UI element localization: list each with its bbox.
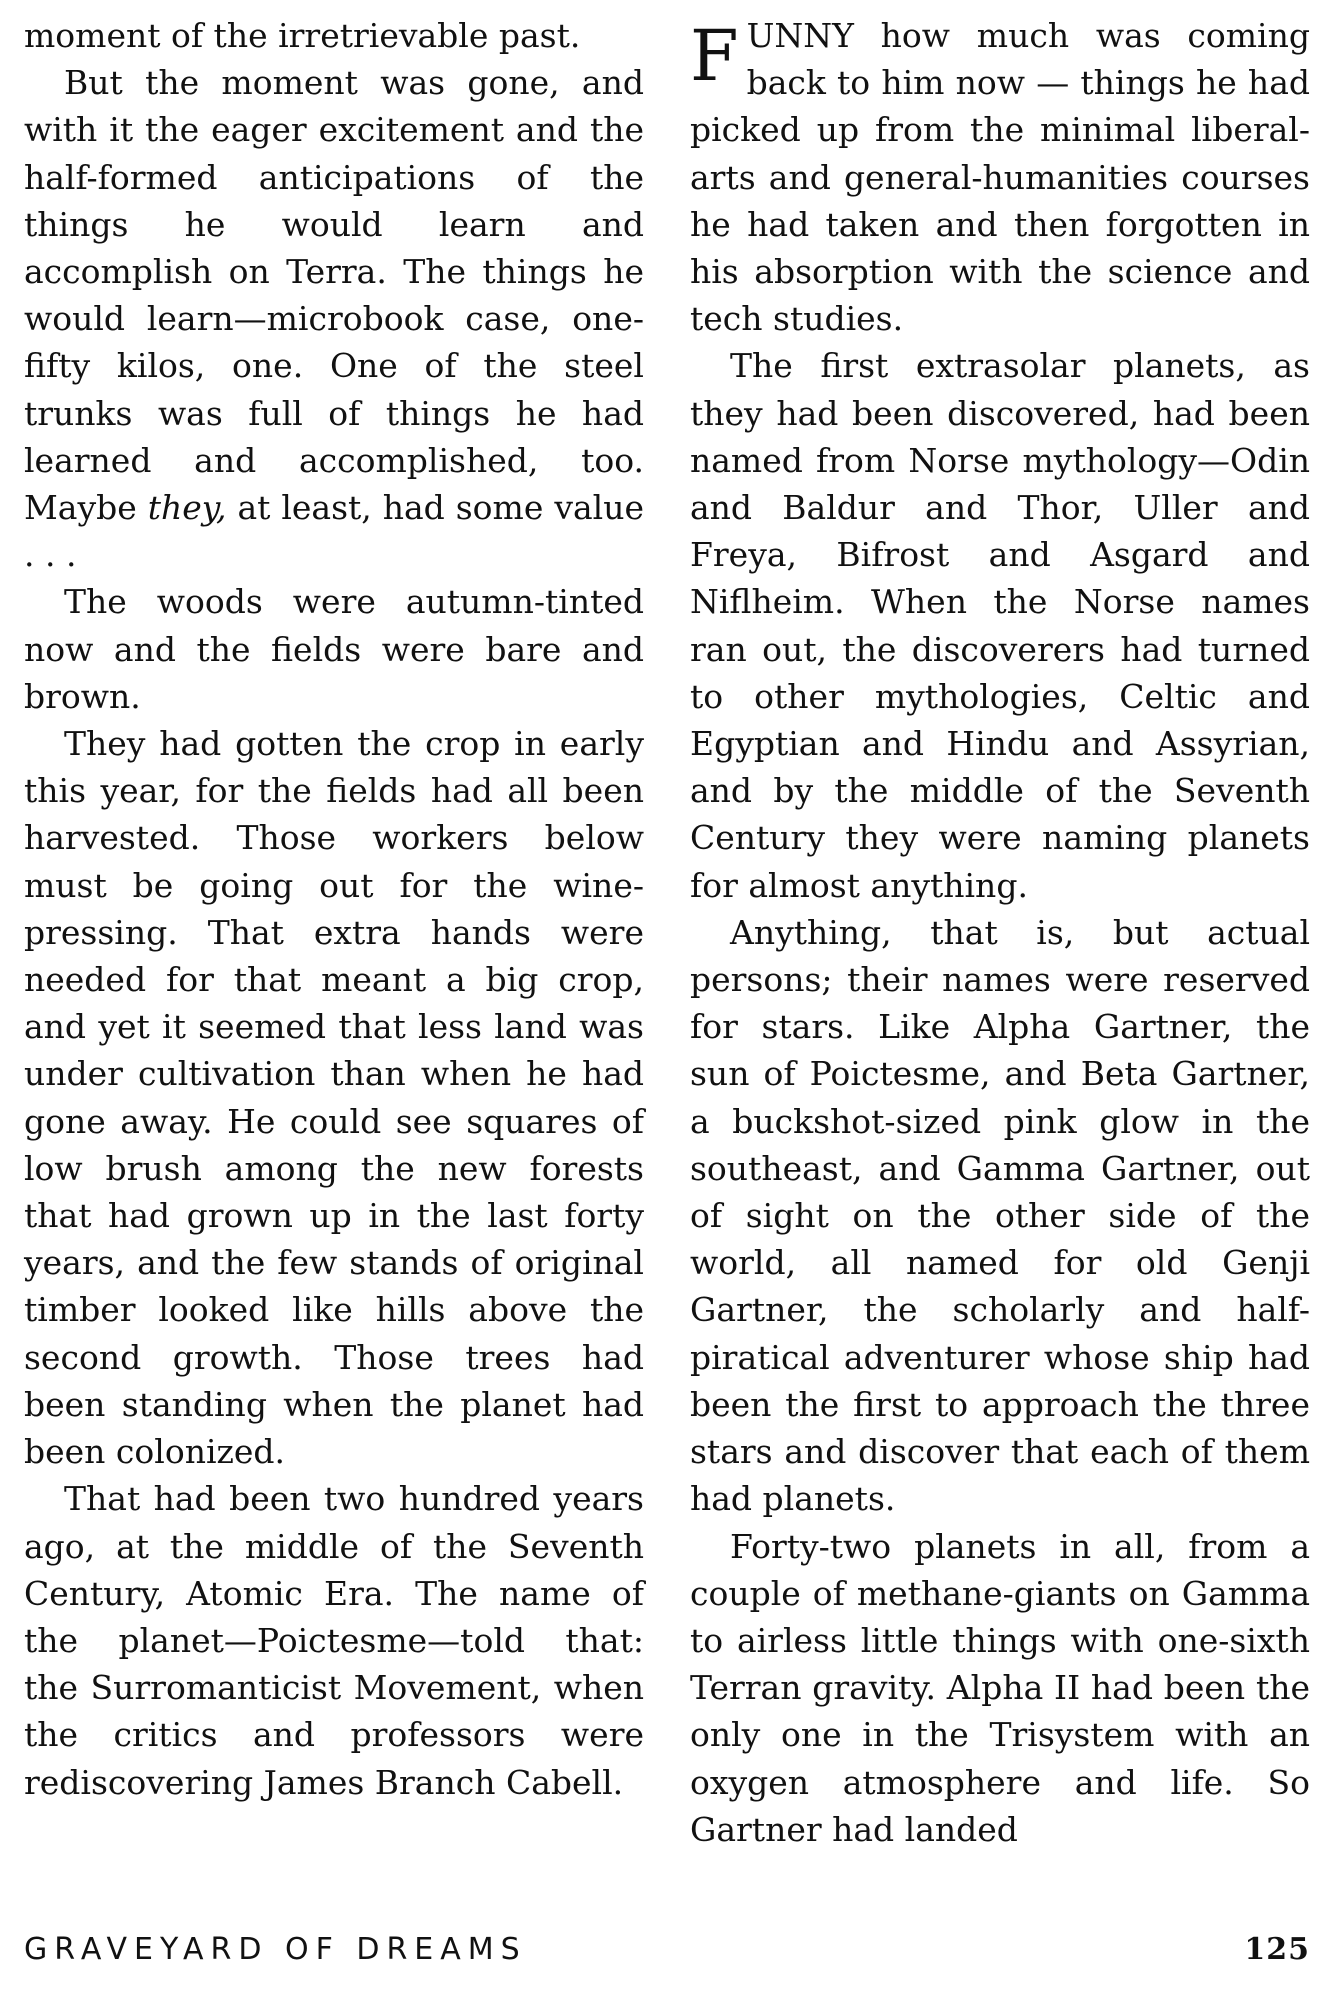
paragraph [24,720,644,1475]
paragraph-text: But the moment was gone, and with it the eager excitement and the half-formed anticipations of the things he would learn and accomplish on Terra. The things he would learn—microbook case, one-fifty kilos, one. One of the steel trunks was full of things he had learned and accomplished, too. Maybe [24,63,644,528]
paragraph-text: The first extrasolar planets, as they had been discovered, had been named from Norse mythology—Odin and Baldur and Thor, Uller and Freya, Bifrost and Asgard and Niflheim. When the Norse names ran out, the discoverers had turned to other mythologies, Celtic and Egyptian and Hindu and Assyrian, and by the middle of the Seventh Century they were naming planets for almost anything. [690,346,1310,905]
paragraph-text: Anything, that is, but actual persons; their names were reserved for stars. Like Alpha Gartner, the sun of Poictesme, and Beta Gartner, a buckshot-sized pink glow in the southeast, and Gamma Gartner, out of sight on the other side of the world, all named for old Genji Gartner, the scholarly and half-piratical adventurer whose ship had been the first to approach the three stars and discover that each of them had planets. [690,912,1310,1519]
paragraph-text: how much was coming back to him now — things he had picked up from the minimal liberal-arts and general-humanities courses he had taken and then forgotten in his absorption with the science and tech studies. [690,16,1310,339]
paragraph [690,342,1310,908]
paragraph-text: The woods were autumn-tinted now and the fields were bare and brown. [24,582,644,716]
emphasis-text: they, [147,488,227,528]
page-number: 125 [1244,1932,1310,1967]
paragraph [690,909,1310,1523]
paragraph [24,12,644,59]
paragraph [24,59,644,578]
paragraph [690,12,1310,342]
paragraph-text: moment of the irretrievable past. [24,16,581,55]
paragraph [24,1475,644,1805]
drop-cap: F [690,15,739,97]
running-title: GRAVEYARD OF DREAMS [24,1932,527,1967]
paragraph-text: Forty-two planets in all, from a couple of methane-giants on Gamma to airless little things with one-sixth Terran gravity. Alpha II had been the only one in the Trisystem with an oxygen atmosphere and life. So Gartner had landed [690,1526,1310,1849]
paragraph [24,578,644,720]
page-footer [24,1932,1310,1976]
paragraph-text: That had been two hundred years ago, at the middle of the Seventh Century, Atomic Era. The name of the planet—Poictesme—told that: the Surromanticist Movement, when the critics and professors were rediscovering James Branch Cabell. [24,1479,644,1802]
lead-in-text: UNNY [746,16,854,55]
paragraph-text: at least, had some value . . . [24,488,644,575]
right-column [690,12,1310,1853]
paragraph-text: They had gotten the crop in early this year, for the fields had all been harvested. Those workers below must be going out for the wine-pressing. That extra hands were needed for that meant a big crop, and yet it seemed that less land was under cultivation than when he had gone away. He could see squares of low brush among the new forests that had grown up in the last forty years, and the few stands of original timber looked like hills above the second growth. Those trees had been standing when the planet had been colonized. [24,724,644,1472]
left-column [24,12,644,1806]
paragraph [690,1523,1310,1853]
